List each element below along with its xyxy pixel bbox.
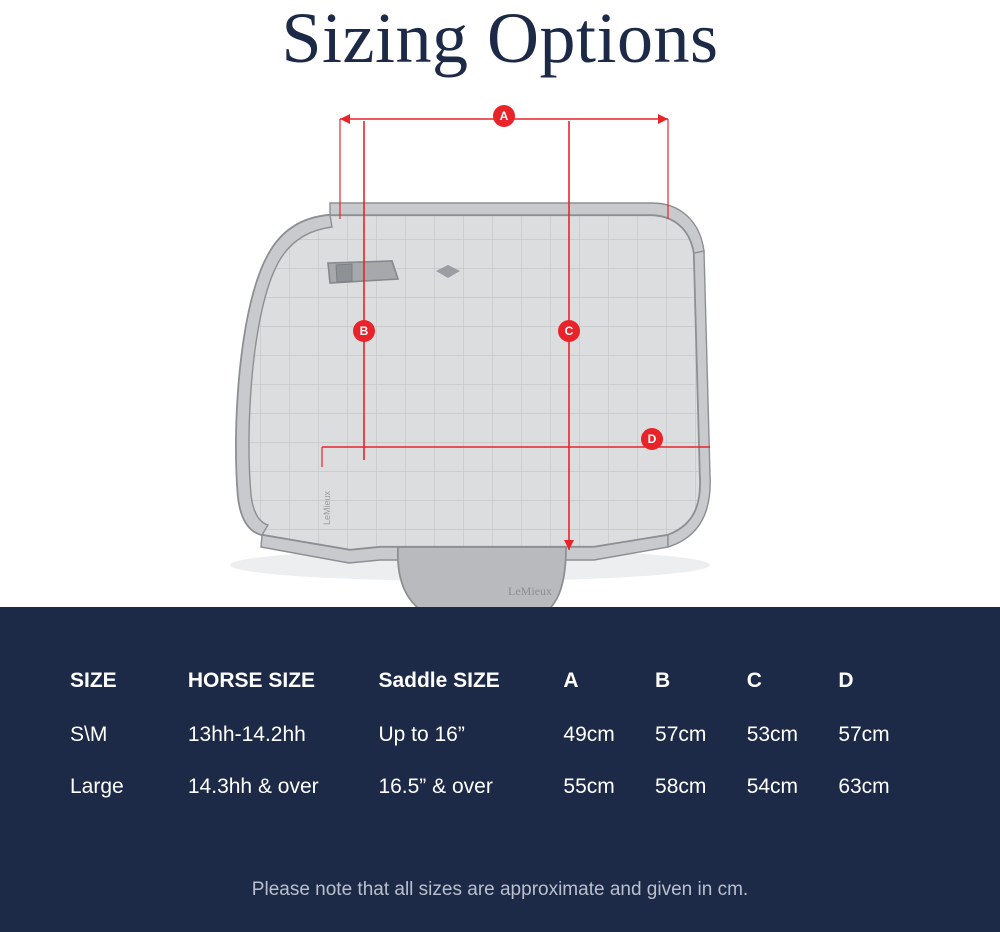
column-header-horse-size: HORSE SIZE bbox=[187, 669, 316, 692]
column-header-size: SIZE bbox=[70, 669, 117, 692]
saddle-pad-illustration bbox=[0, 95, 1000, 605]
column-header-c: C bbox=[746, 669, 762, 692]
cell-b: 57cm bbox=[655, 723, 707, 746]
sizing-note: Please note that all sizes are approximate and given in cm. bbox=[251, 879, 749, 900]
measurement-marker-d: D bbox=[641, 428, 663, 450]
table-header-row bbox=[70, 669, 930, 723]
column-header-d: D bbox=[838, 669, 854, 692]
table-row bbox=[70, 775, 930, 827]
measurement-marker-b: B bbox=[353, 320, 375, 342]
size-table-panel bbox=[0, 607, 1000, 932]
cell-a: 49cm bbox=[563, 723, 615, 746]
cell-horse-size: 13hh-14.2hh bbox=[187, 723, 306, 746]
cell-a: 55cm bbox=[563, 775, 615, 798]
cell-saddle-size: 16.5” & over bbox=[378, 775, 493, 798]
cell-c: 54cm bbox=[746, 775, 799, 798]
cell-size: S\M bbox=[70, 723, 108, 746]
column-header-b: B bbox=[655, 669, 671, 692]
table-row bbox=[70, 723, 930, 775]
cell-size: Large bbox=[70, 775, 124, 798]
measurement-marker-a: A bbox=[493, 105, 515, 127]
column-header-a: A bbox=[563, 669, 579, 692]
cell-saddle-size: Up to 16” bbox=[378, 723, 465, 746]
cell-b: 58cm bbox=[655, 775, 707, 798]
size-table bbox=[70, 669, 930, 827]
page-title: Sizing Options bbox=[281, 0, 719, 78]
cell-d: 63cm bbox=[838, 775, 890, 798]
cell-horse-size: 14.3hh & over bbox=[187, 775, 319, 798]
cell-d: 57cm bbox=[838, 723, 890, 746]
column-header-saddle-size: Saddle SIZE bbox=[378, 669, 500, 692]
svg-text:LeMieux: LeMieux bbox=[508, 584, 552, 598]
saddle-pad-diagram bbox=[0, 95, 1000, 605]
svg-text:LeMieux: LeMieux bbox=[322, 490, 332, 525]
measurement-marker-c: C bbox=[558, 320, 580, 342]
cell-c: 53cm bbox=[746, 723, 799, 746]
